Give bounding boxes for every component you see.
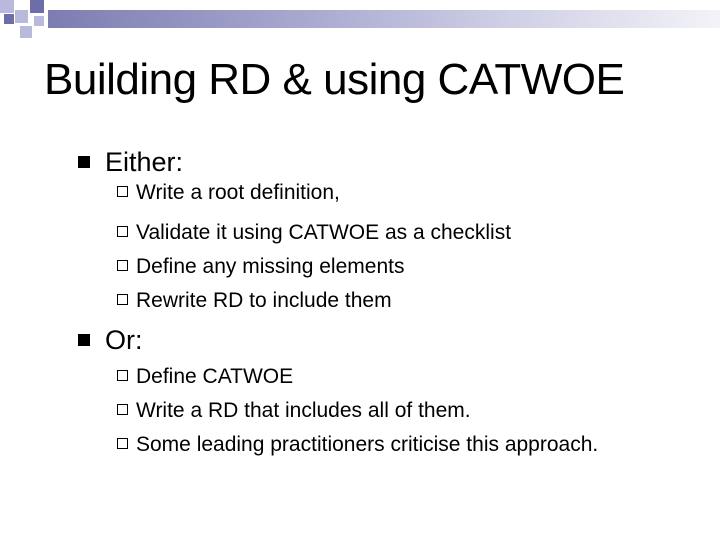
filled-square-icon <box>78 156 90 168</box>
slide-title: Building RD & using CATWOE <box>44 55 625 104</box>
hollow-square-icon <box>117 226 128 237</box>
bullet-text: Or: <box>105 325 143 355</box>
subitem-text: Define any missing elements <box>136 255 405 278</box>
filled-square-icon <box>78 334 90 346</box>
subitem-text: Write a root definition, <box>136 181 340 204</box>
hollow-square-icon <box>117 438 128 449</box>
hollow-square-icon <box>117 404 128 415</box>
subitem-text: Write a RD that includes all of them. <box>136 399 471 422</box>
bullet-text: Either: <box>105 147 184 177</box>
hollow-square-icon <box>117 294 128 305</box>
subitem-text: Rewrite RD to include them <box>136 289 392 312</box>
subitem-text: Validate it using CATWOE as a checklist <box>136 221 512 244</box>
hollow-square-icon <box>117 370 128 381</box>
subitem-text: Some leading practitioners criticise this approach. <box>136 433 599 456</box>
hollow-square-icon <box>117 186 128 197</box>
hollow-square-icon <box>117 260 128 271</box>
subitem-text: Define CATWOE <box>136 365 294 388</box>
